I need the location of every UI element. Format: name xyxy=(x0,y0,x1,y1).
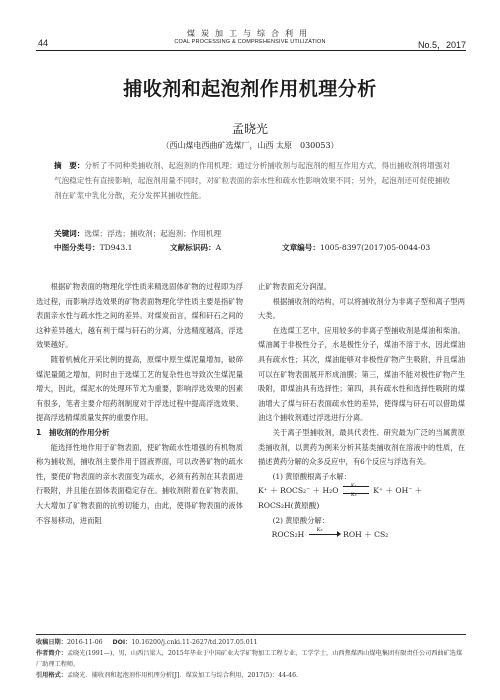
rate-constant-k3: K₃ xyxy=(316,527,323,534)
body-column-left xyxy=(36,280,243,528)
page-number: 44 xyxy=(38,38,49,48)
paragraph: 在选煤工艺中，应用较多的非离子型捕收剂是煤油和柴油。煤油属于非极性分子，水是极性分子，煤油不溶于水，因此煤油具有疏水性；其次，煤油能够对非极性矿物产生吸附，并且煤油可以在矿物表面展开形成油膜；第三，煤油不能对极性矿物产生吸附，即煤油具有选择性；第四，具有疏水性和选择性吸附的煤油增大了煤与矸石表面疏水性的差异，使得煤与矸石可以借助煤油这个捕收剂通过浮选进行分离。 xyxy=(258,325,465,423)
abstract xyxy=(54,158,450,203)
paragraph: 根据捕收剂的结构，可以将捕收剂分为非离子型和离子型两大类。 xyxy=(258,296,465,321)
equation-1-continued: ROCS₂H(黄原酸) xyxy=(258,500,320,510)
equation-2-right: ROH ＋ CS₂ xyxy=(343,530,389,540)
equation-label: (1) 黄原酸根离子水解： xyxy=(272,471,351,481)
paragraph: 关于离子型捕收剂，最具代表性、研究最为广泛的当属黄原类捕收剂，以黄药为例来分析其基类捕收剂在溶液中的性质，在描述黄药分解的众多反应中，有6个反应与浮选有关。 xyxy=(258,427,465,467)
article-title: 捕收剂和起泡剂作用机理分析 xyxy=(123,78,377,100)
clc-value: TD943.1 xyxy=(99,243,133,252)
citation-format xyxy=(36,670,468,681)
header-rule xyxy=(36,50,466,51)
doi-value: 10.16200/j.cnki.11-2627/td.2017.05.011 xyxy=(131,639,258,646)
abstract-label: 摘 要： xyxy=(54,161,85,170)
keywords xyxy=(54,226,450,241)
bio-value: 孟晓光(1991—)，男，山西吕梁人，2015年毕业于中国矿业大学矿物加工工程专业，工学学士，山西焦煤西山煤电集团有限责任公司西曲矿选煤厂助理工程师。 xyxy=(36,650,463,668)
article-author: 孟晓光 xyxy=(231,122,268,136)
section-heading: 1 捕收剂的作用分析 xyxy=(36,427,110,437)
received-value: 2016-11-06 xyxy=(66,639,103,646)
bio-label: 作者简介： xyxy=(36,650,67,657)
classification-row xyxy=(54,240,450,255)
received-date xyxy=(36,637,468,648)
paragraph: 能选择性地作用于矿物表面，使矿物疏水性增强的有机物质称为捕收剂，捕收剂主要作用于固液界面，可以改善矿物的疏水性，要使矿物表面的亲水表面变为疏水，必须有药剂在其表面进行吸附，并且能在固体表面稳定存在。捕收剂附着在矿物表面，大大增加了矿物表面的抗剪切能力，由此，使得矿物表面的液体不容易移动，进而阻 xyxy=(36,442,243,525)
article-id-label: 文章编号： xyxy=(282,243,320,252)
doi-label: DOI： xyxy=(112,639,132,646)
reaction-arrow-icon xyxy=(309,527,339,540)
article-affiliation: （西山煤电西曲矿选煤厂，山西 太原 030053） xyxy=(161,141,339,150)
doc-code xyxy=(170,240,282,255)
journal-title-en: COAL PROCESSING & COMPREHENSIVE UTILIZATION xyxy=(174,39,326,45)
received-label: 收稿日期： xyxy=(36,639,67,646)
paragraph: 根据矿物表面的物理化学性质来精选固体矿物的过程即为浮选过程，而影响浮选效果的矿物表面物理化学性质主要是指矿物表面亲水性与疏水性之间的差异。对煤炭而言，煤和矸石之间的这种差异越大，越有利于煤与矸石的分离，分选精度越高，浮选效果越好。 xyxy=(36,282,243,350)
paragraph: 止矿物表面充分润湿。 xyxy=(258,282,331,291)
paragraph: 随着机械化开采比例的提高，原煤中原生煤泥量增加，破碎煤泥量随之增加，同时由于选煤工艺的复杂性也导致次生煤泥量增大，因此，煤泥水的处理环节尤为重要，影响浮选效果的因素有很多，笔者主要介绍药剂制度对于浮选过程中提高浮选效果、提高浮选精煤质量发挥的重要作用。 xyxy=(36,354,243,423)
rate-constant-k1: K₁ xyxy=(350,483,357,490)
cite-value: 孟晓光．捕收剂和起泡剂作用机理分析[J]．煤炭加工与综合利用，2017(5)：44-46. xyxy=(66,672,298,679)
abstract-text: 分析了不同种类捕收剂、起泡剂的作用机理；通过分析捕收剂与起泡剂的相互作用方式，得出捕收剂将增强对气泡稳定性有直接影响，起泡剂用量不同时，对矿粒表面的亲水性和疏水性影响效果不同；另外，起泡剂还可促使捕收剂在矿浆中乳化分散，充分发挥其捕收性能。 xyxy=(54,161,450,200)
doc-value: A xyxy=(215,243,222,252)
journal-title-cn: 煤炭加工与综合利用 xyxy=(187,29,313,38)
equilibrium-arrow-icon xyxy=(343,483,369,498)
rate-constant-k2: K₂ xyxy=(350,491,357,498)
equation-2 xyxy=(258,528,465,543)
cite-label: 引用格式： xyxy=(36,672,67,679)
clc-label: 中图分类号： xyxy=(54,243,100,252)
equation-1-right: K⁺ ＋ OH⁻ ＋ xyxy=(373,486,423,496)
author-bio xyxy=(36,648,468,670)
footer-rule xyxy=(36,634,466,635)
keywords-text: 选煤；浮选；捕收剂；起泡剂；作用机理 xyxy=(84,229,222,238)
clc-code xyxy=(54,240,170,255)
issue-number: No.5，2017 xyxy=(417,40,466,50)
body-column-right xyxy=(258,280,465,543)
keywords-label: 关键词： xyxy=(54,229,85,238)
equation-label: (2) 黄原酸分解： xyxy=(272,515,330,525)
doc-label: 文献标识码： xyxy=(170,243,216,252)
article-id xyxy=(282,240,430,255)
equation-2-left: ROCS₂H xyxy=(271,530,305,540)
article-id-value: 1005-8397(2017)05-0044-03 xyxy=(319,243,431,252)
equation-1-left: K⁺ ＋ ROCS₂⁻ ＋ H₂O xyxy=(258,486,339,496)
equation-1 xyxy=(258,484,465,499)
